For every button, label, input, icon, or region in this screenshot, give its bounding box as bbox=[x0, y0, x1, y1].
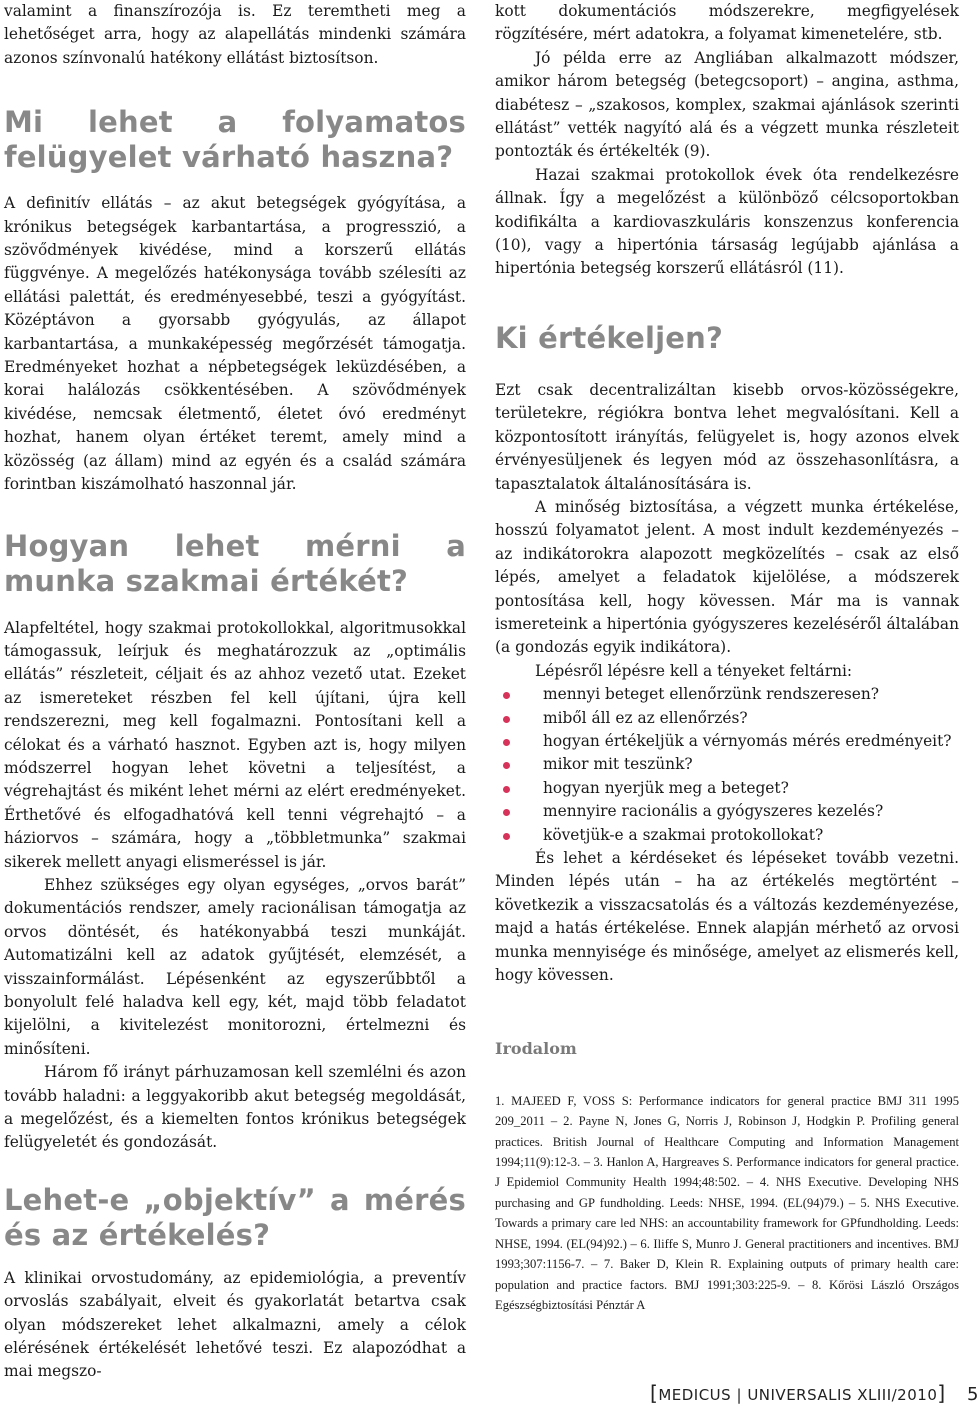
paragraph: Három fő irányt párhuzamosan kell szemlélni és azon tovább haladni: a leggyakoribb akut betegség megoldását, a megelőzést, és a kiemelten fontos krónikus betegségek felügyeletét és gondozását. bbox=[4, 1063, 466, 1152]
page-footer bbox=[650, 1381, 979, 1405]
section-heading: Hogyan lehet mérni a munka szakmai értékét? bbox=[4, 528, 466, 598]
references-heading: Irodalom bbox=[495, 1039, 577, 1059]
references-list: 1. MAJEED F, VOSS S: Performance indicators for general practice BMJ 311 1995 209_2011 – 2. Payne N, Jones G, Norris J, Robinson J, Hodgkin P. Profiling general practices. British Journal of Healthcare Computing and Information Management 1994;11(9):12-3. – 3. Hanlon A, Hargreaves S. Performance indicators for general practice. J Epidemiol Community Health 1994;48:502. – 4. NHS Executive. Developing NHS purchasing and GP fundholding. Leeds: NHSE, 1994. (EL(94)79.) – 5. NHS Executive. Towards a primary care led NHS: an accountability framework for GPfundholding. Leeds: NHSE, 1994. (EL(94)92.) – 6. Iliffe S, Munro J. General practitioners and incentives. BMJ 1993;307:1156-7. – 7. Baker D, Klein R. Explaining outputs of primary health care: population and practice factors. BMJ 1991;303:225-9. – 8. Kőrösi László Országos Egészségbiztosítási Pénztár A bbox=[495, 1093, 959, 1312]
list-item-text: mikor mit teszünk? bbox=[543, 755, 693, 774]
bullet-icon bbox=[503, 716, 510, 723]
page-number: 5 bbox=[966, 1384, 979, 1405]
bullet-icon bbox=[503, 786, 510, 793]
question-list bbox=[495, 683, 959, 847]
paragraph: A definitív ellátás – az akut betegségek gyógyítása, a krónikus betegségek karbantartása, a progresszió, a szövődmények kivédése, mind a korszerű ellátás függvénye. A megelőzés hatékonysága tovább szélesíti az ellátási palettát, és eredményesebbé, teszi a gyógyítást. Középtávon a gyorsabb gyógyulás, az állapot karbantartása, a munkaképesség megőrzését támogatja. Eredményeket hozhat a népbetegségek leküzdésében, a korai halálozás csökkentésében. A szövődmények kivédése, nemcsak életmentő, életet óvó eredményt hozhat, hanem olyan értéket teremt, amely mind a közösség (az állam) mind az egyén és a család számára forintban kiszámolható haszonnal jár. bbox=[4, 194, 466, 494]
paragraph: Alapfeltétel, hogy szakmai protokollokkal, algoritmusokkal támogassuk, leírjuk és meghatározzuk az „optimális ellátás” részleteit, céljait és az ahhoz vezető utat. Ezeket az ismereteket részben fel kell újítani, újra kell rendszerezni, meg kell fogalmazni. Pontosítani kell a célokat és a várható hasznot. Egyben azt is, hogy milyen módszerrel hogyan lehet követni a teljesítést, a végrehajtást és miként lehet mérni az elért eredményeket. Érthetővé és elfogadhatóvá kell tenni végrehajtó – a háziorvos – számára, hogy a „többletmunka” szakmai sikerek mellett anyagi elismeréssel is jár. bbox=[4, 618, 466, 871]
section-heading: Mi lehet a folyamatos felügyelet várható haszna? bbox=[4, 105, 466, 175]
list-item-text: mennyi beteget ellenőrzünk rendszeresen? bbox=[543, 685, 880, 704]
footer-series: UNIVERSALIS XLIII/2010 bbox=[747, 1386, 938, 1404]
paragraph: Jó példa erre az Angliában alkalmazott módszer, amikor három betegség (betegcsoport) – angina, asthma, diabétesz – „szakosos, komplex, szakmai ajánlások szerinti ellátást” vették nagyító alá és a végzett munka részleteit pontozták és értékelték (9). bbox=[495, 48, 959, 161]
footer-journal: MEDICUS bbox=[658, 1386, 732, 1404]
bullet-icon bbox=[503, 692, 510, 699]
footer-bracket-close: ] bbox=[937, 1381, 946, 1405]
list-item-text: követjük-e a szakmai protokollokat? bbox=[543, 825, 824, 844]
paragraph: A minőség biztosítása, a végzett munka értékelése, hosszú folyamatot jelent. A most indult kezdeményezés – az indikátorokra alapozott megközelítés – csak az első lépés, amelyet a feladatok kijelölése, a módszerek pontosítása kell, hogy kövessen. Már ma is vannak ismereteink a hipertónia gyógyszeres kezeléséről általában (a gondozás egyik indikátora). bbox=[495, 497, 959, 657]
paragraph: A klinikai orvostudomány, az epidemiológia, a preventív orvoslás szabályait, elveit és gyakorlatát betartva csak olyan módszereket lehet alkalmazni, amely a célok elérésének értékelését lehetővé teszi. Ez alapozódhat a mai megszo- bbox=[4, 1268, 466, 1381]
paragraph: valamint a finanszírozója is. Ez teremtheti meg a lehetőséget arra, hogy az alapellátás mindenki számára azonos színvonalú hatékony ellátást biztosítson. bbox=[4, 2, 466, 67]
footer-bracket-open: [ bbox=[650, 1381, 659, 1405]
bullet-icon bbox=[503, 739, 510, 746]
paragraph: Hazai szakmai protokollok évek óta rendelkezésre állnak. Így a megelőzést a különböző célcsoportokban kodifikálta a kardiovaszkuláris konszenzus konferencia (10), vagy a hipertónia társaság legújabb ajánlása a hipertónia betegség korszerű ellátásról (11). bbox=[495, 165, 959, 278]
bullet-icon bbox=[503, 833, 510, 840]
bullet-icon bbox=[503, 762, 510, 769]
paragraph: Ehhez szükséges egy olyan egységes, „orvos barát” dokumentációs rendszer, amely racionálisan támogatja az orvos döntését, és hatékonyabbá teszi munkáját. Automatizálni kell az adatok gyűjtését, elemzését, a visszainformálást. Lépésenként az egyszerűbbtől a bonyolult felé haladva kell egy, két, majd több feladatot kijelölni, a kivitelezést monitorozni, értelmezni és minősíteni. bbox=[4, 875, 466, 1058]
list-item bbox=[495, 753, 959, 776]
bullet-icon bbox=[503, 809, 510, 816]
list-item bbox=[495, 800, 959, 823]
right-column bbox=[495, 0, 959, 1315]
list-item-text: hogyan nyerjük meg a beteget? bbox=[543, 778, 789, 797]
footer-separator: | bbox=[736, 1386, 743, 1404]
paragraph: Lépésről lépésre kell a tényeket feltárni: bbox=[535, 661, 853, 680]
paragraph: kott dokumentációs módszerekre, megfigyelések rögzítésére, mért adatokra, a folyamat kimenetelére, stb. bbox=[495, 2, 959, 44]
list-item bbox=[495, 707, 959, 730]
list-item-text: miből áll ez az ellenőrzés? bbox=[543, 708, 748, 727]
list-item bbox=[495, 777, 959, 800]
left-column bbox=[4, 0, 466, 1384]
paragraph: Ezt csak decentralizáltan kisebb orvos-közösségekre, területekre, régiókra bontva lehet megvalósítani. Kell a központosított irányítás, felügyelet is, hogy azonos elvek érvényesüljenek és legyen mód az összehasonlításra, a tapasztalatok általánosítására is. bbox=[495, 380, 959, 493]
section-heading: Ki értékeljen? bbox=[495, 320, 724, 355]
list-item-text: mennyire racionális a gyógyszeres kezelés? bbox=[543, 802, 884, 821]
section-heading: Lehet-e „objektív” a mérés és az értékelés? bbox=[4, 1182, 466, 1252]
list-item-text: hogyan értékeljük a vérnyomás mérés eredményeit? bbox=[543, 731, 952, 750]
list-item bbox=[495, 683, 959, 706]
list-item bbox=[495, 824, 959, 847]
paragraph: És lehet a kérdéseket és lépéseket tovább vezetni. Minden lépés után – ha az értékelés megtörtént – következik a visszacsatolás és a változás kezdeményezése, majd a hatás értékelése. Ennek alapján mérhető az orvosi munka mennyisége és minősége, amelyet az elismerés kell, hogy kövessen. bbox=[495, 849, 959, 985]
list-item bbox=[495, 730, 959, 753]
